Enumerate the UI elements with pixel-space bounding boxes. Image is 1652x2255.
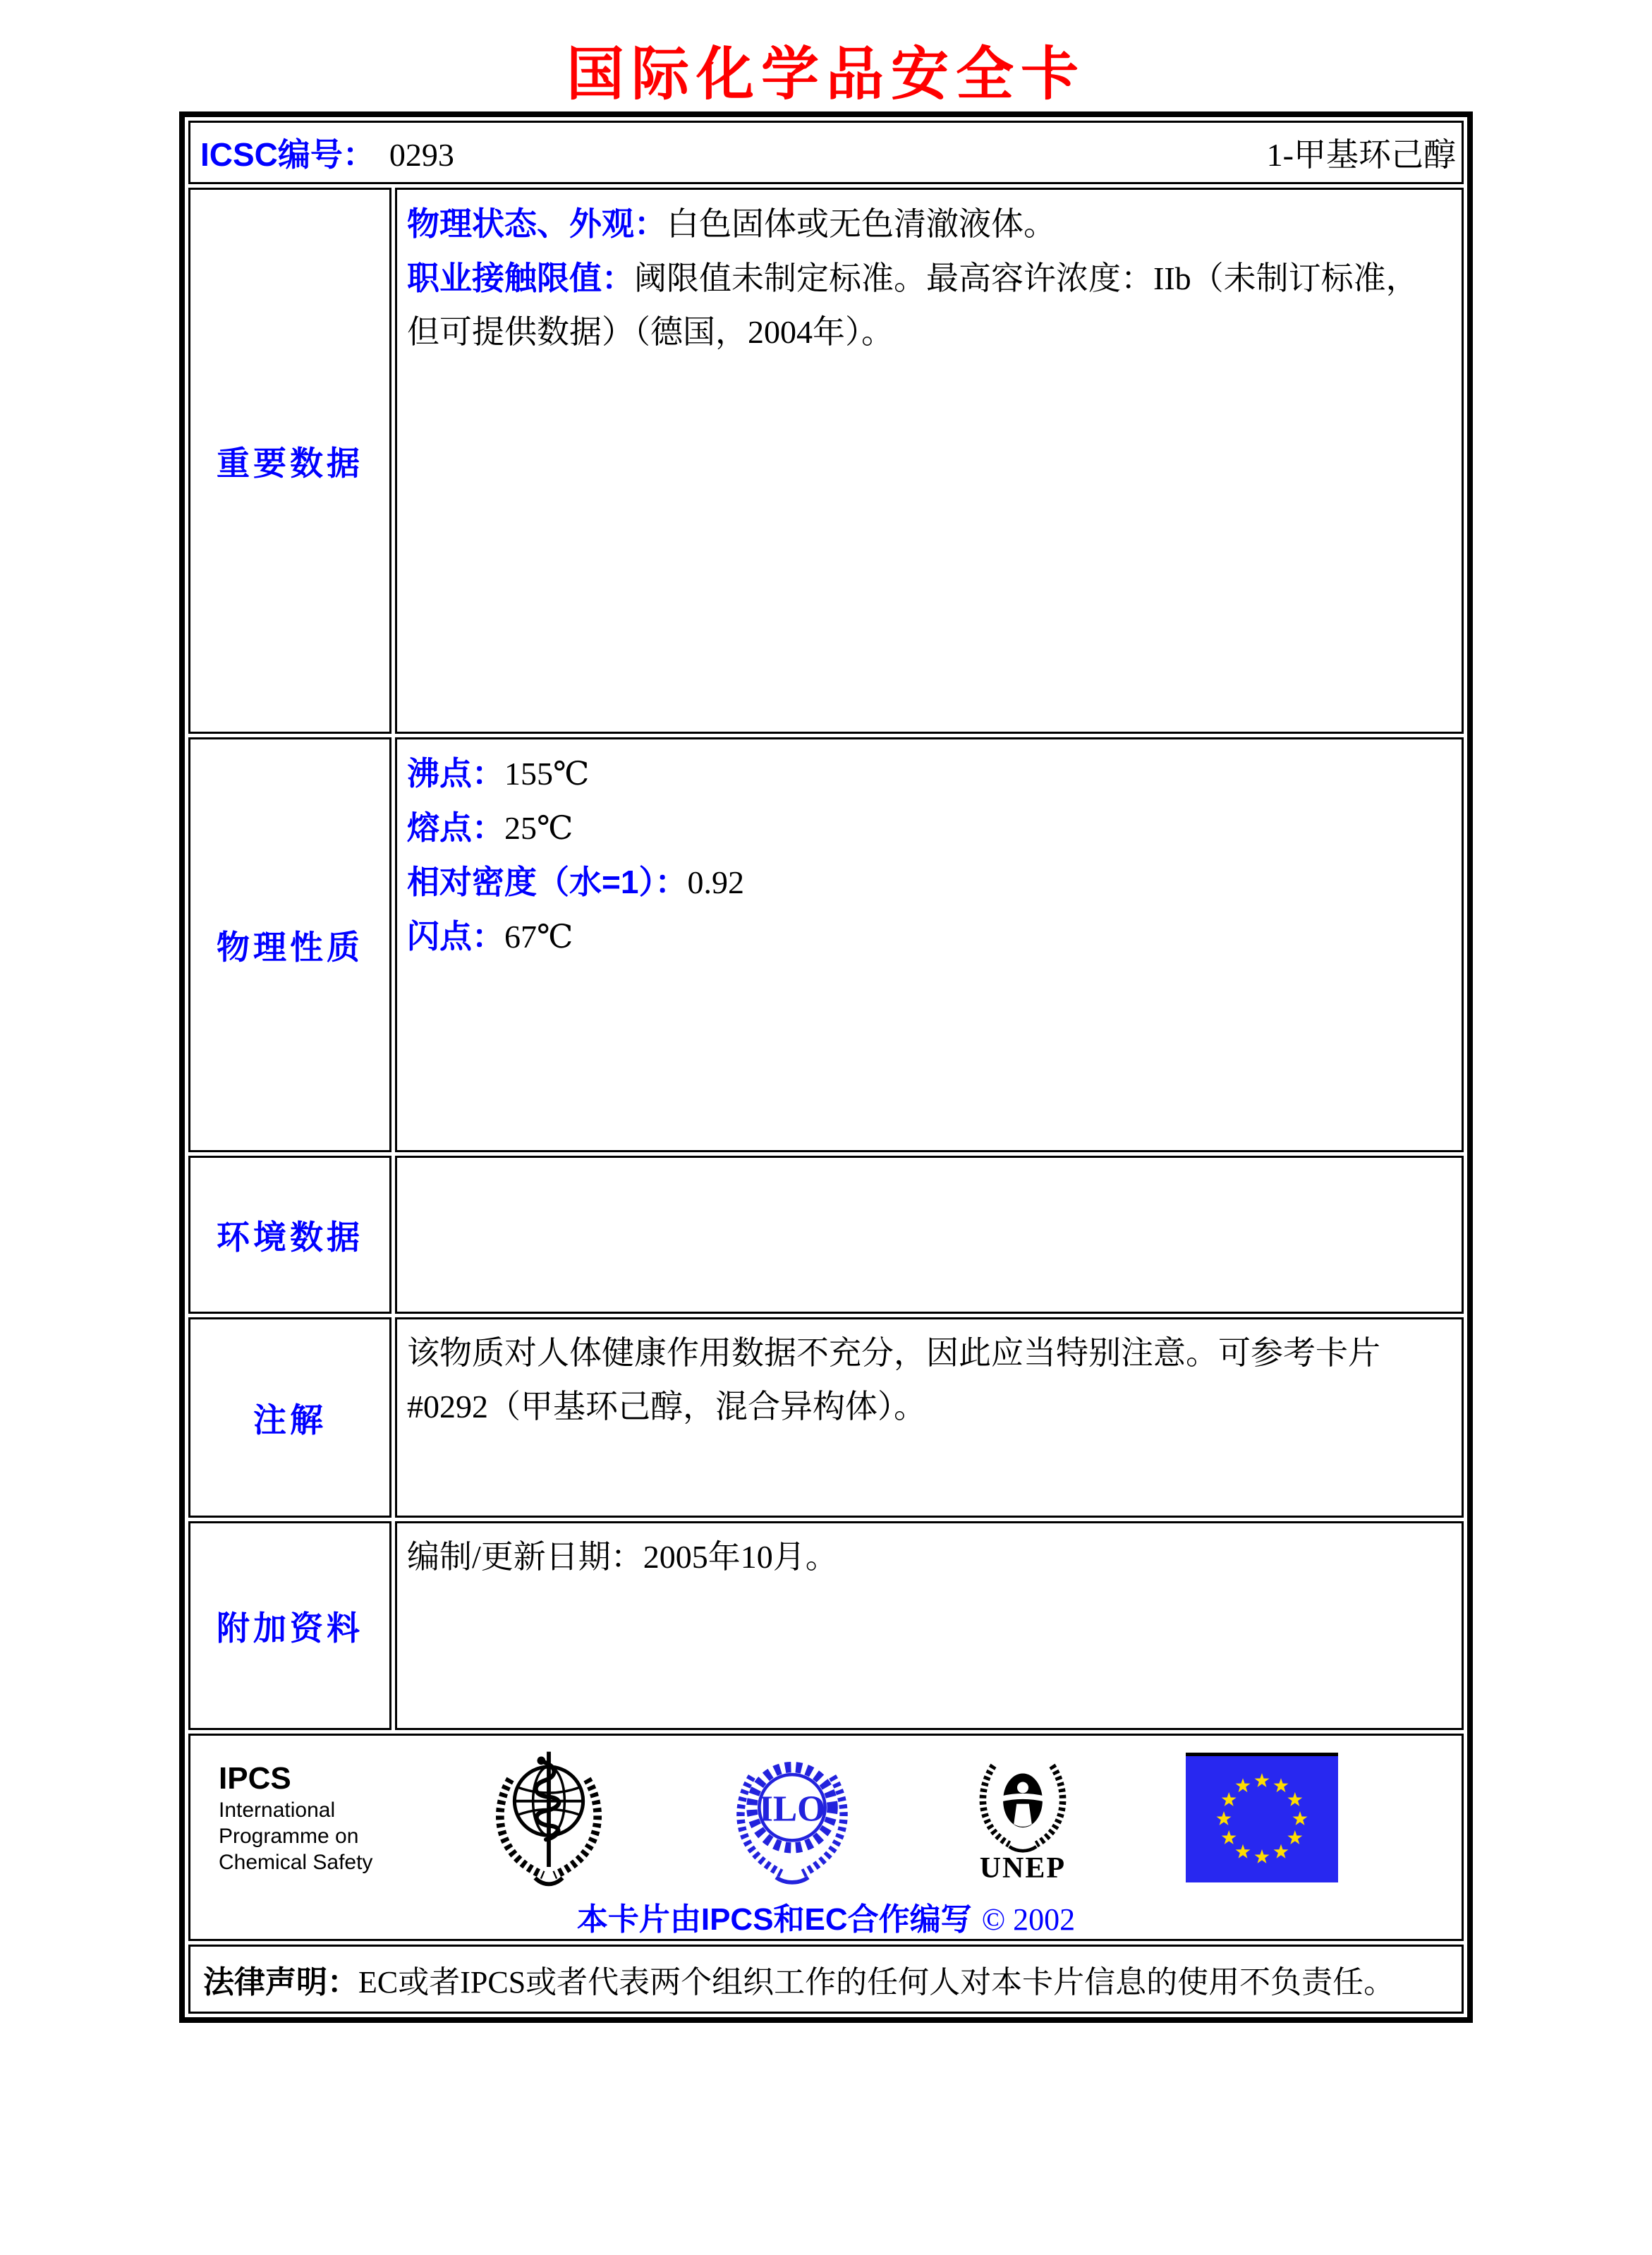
flash-point-key: 闪点：	[407, 918, 504, 955]
legal-row	[188, 1945, 1464, 2014]
additional-info-label: 附加资料	[188, 1521, 391, 1730]
icsc-card-table	[179, 111, 1473, 2023]
legal-label: 法律声明：	[203, 1965, 358, 2000]
update-date-line: 编制/更新日期：2005年10月。	[407, 1539, 838, 1575]
melting-point-line	[407, 801, 1452, 855]
icsc-number-group	[200, 129, 454, 176]
environmental-data-row	[188, 1156, 1464, 1314]
exposure-limit-key: 职业接触限值：	[407, 260, 634, 296]
legal-text: EC或者IPCS或者代表两个组织工作的任何人对本卡片信息的使用不负责任。	[358, 1965, 1395, 2000]
additional-info-row	[188, 1521, 1464, 1730]
flash-point-value: 67℃	[504, 919, 573, 955]
cooperation-caption	[190, 1894, 1462, 1939]
relative-density-value: 0.92	[687, 864, 744, 900]
ipcs-acronym: IPCS	[219, 1760, 291, 1796]
boiling-point-line	[407, 746, 1452, 801]
physical-properties-row	[188, 737, 1464, 1152]
boiling-point-value: 155℃	[504, 756, 590, 792]
ipcs-text-block	[219, 1760, 372, 1875]
icsc-number-value: 0293	[389, 137, 454, 173]
ipcs-subtitle-line-1: International	[219, 1798, 336, 1822]
ipcs-subtitle-line-3: Chemical Safety	[219, 1850, 373, 1874]
environmental-data-label: 环境数据	[188, 1156, 391, 1314]
chemical-name: 1-甲基环己醇	[1266, 137, 1456, 173]
ilo-letters: ILO	[758, 1789, 825, 1830]
logo-strip	[190, 1736, 1462, 1891]
melting-point-key: 熔点：	[407, 809, 504, 846]
unep-logo-icon	[966, 1750, 1079, 1856]
notes-line-2: #0292（甲基环己醇，混合异构体）。	[407, 1389, 926, 1425]
exposure-limit-line	[407, 251, 1452, 306]
notes-content	[395, 1317, 1464, 1518]
exposure-limit-continuation: 但可提供数据）（德国，2004年）。	[407, 314, 894, 350]
notes-label: 注解	[188, 1317, 391, 1518]
unep-logo-block	[966, 1750, 1079, 1885]
physical-state-line	[407, 197, 1452, 251]
icsc-number-label: ICSC编号：	[200, 136, 375, 173]
important-data-label: 重要数据	[188, 188, 391, 734]
header-row	[188, 121, 1464, 184]
boiling-point-key: 沸点：	[407, 755, 504, 792]
important-data-content	[395, 188, 1464, 734]
relative-density-line	[407, 855, 1452, 909]
environmental-data-content	[395, 1156, 1464, 1314]
unep-label: UNEP	[979, 1852, 1067, 1885]
physical-properties-label: 物理性质	[188, 737, 391, 1152]
notes-line-1: 该物质对人体健康作用数据不充分，因此应当特别注意。可参考卡片	[407, 1335, 1380, 1371]
relative-density-key: 相对密度（水=1）：	[407, 864, 688, 900]
additional-info-content	[395, 1521, 1464, 1730]
flash-point-line	[407, 909, 1452, 964]
physical-state-value: 白色固体或无色清澈液体。	[667, 206, 1056, 242]
important-data-row	[188, 188, 1464, 734]
notes-row	[188, 1317, 1464, 1518]
eu-flag-icon	[1186, 1753, 1338, 1882]
footer-row	[188, 1734, 1464, 1941]
copyright-text: © 2002	[981, 1902, 1076, 1937]
melting-point-value: 25℃	[504, 810, 573, 846]
who-logo-icon	[480, 1743, 618, 1892]
exposure-limit-value: 阈限值未制定标准。最高容许浓度：IIb（未制订标准，	[634, 260, 1419, 296]
ilo-logo-icon	[724, 1747, 860, 1888]
cooperation-text: 本卡片由IPCS和EC合作编写	[576, 1902, 972, 1937]
ipcs-subtitle-line-2: Programme on	[219, 1824, 359, 1848]
physical-properties-content	[395, 737, 1464, 1152]
physical-state-key: 物理状态、外观：	[407, 205, 667, 242]
page-title: 国际化学品安全卡	[566, 42, 1086, 107]
